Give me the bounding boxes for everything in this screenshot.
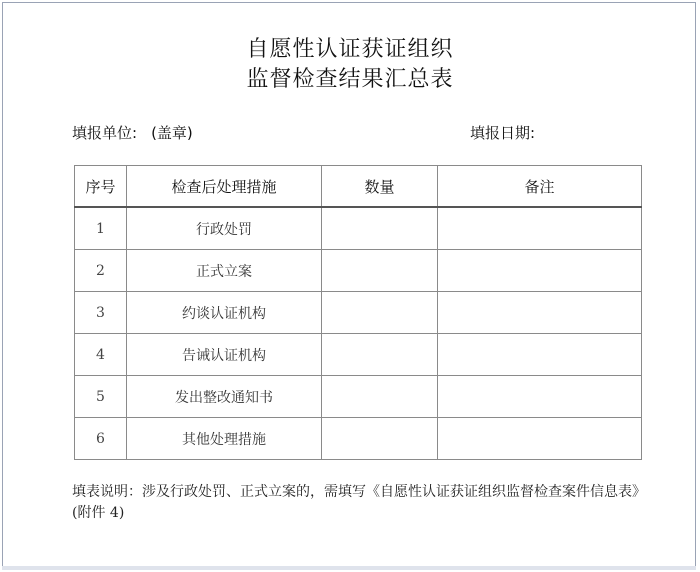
table-row — [75, 207, 642, 250]
table-row — [75, 334, 642, 376]
document-title-line1: 自愿性认证获证组织 — [246, 37, 454, 62]
row-remark-cell[interactable] — [438, 250, 642, 292]
row-remark-cell[interactable] — [438, 207, 642, 250]
row-serial-no: 5 — [75, 376, 127, 418]
header-count: 数量 — [322, 166, 438, 208]
filling-unit-label: 填报单位: — [72, 124, 138, 142]
row-count-cell[interactable] — [322, 334, 438, 376]
row-remark-cell[interactable] — [438, 418, 642, 460]
row-measure: 约谈认证机构 — [127, 292, 322, 334]
header-serial-no: 序号 — [75, 166, 127, 208]
filling-unit-row — [72, 122, 193, 143]
summary-table — [74, 165, 642, 460]
row-count-cell[interactable] — [322, 376, 438, 418]
row-count-cell[interactable] — [322, 250, 438, 292]
table-row — [75, 250, 642, 292]
row-remark-cell[interactable] — [438, 376, 642, 418]
row-measure: 行政处罚 — [127, 207, 322, 250]
row-remark-cell[interactable] — [438, 334, 642, 376]
row-serial-no: 2 — [75, 250, 127, 292]
table-row — [75, 376, 642, 418]
header-measure: 检查后处理措施 — [127, 166, 322, 208]
row-measure: 告诫认证机构 — [127, 334, 322, 376]
row-serial-no: 1 — [75, 207, 127, 250]
row-measure: 正式立案 — [127, 250, 322, 292]
table-row — [75, 292, 642, 334]
row-measure: 发出整改通知书 — [127, 376, 322, 418]
window-bottom-edge — [2, 566, 696, 570]
header-remark: 备注 — [438, 166, 642, 208]
seal-label: (盖章) — [151, 124, 193, 142]
row-serial-no: 4 — [75, 334, 127, 376]
filling-date-label: 填报日期: — [470, 124, 536, 142]
row-count-cell[interactable] — [322, 418, 438, 460]
row-measure: 其他处理措施 — [127, 418, 322, 460]
row-count-cell[interactable] — [322, 207, 438, 250]
row-count-cell[interactable] — [322, 292, 438, 334]
row-serial-no: 3 — [75, 292, 127, 334]
table-header-row — [75, 166, 642, 208]
row-remark-cell[interactable] — [438, 292, 642, 334]
row-serial-no: 6 — [75, 418, 127, 460]
document-title-line2: 监督检查结果汇总表 — [246, 67, 454, 92]
table-row — [75, 418, 642, 460]
filling-instructions: 填表说明：涉及行政处罚、正式立案的，需填写《自愿性认证获证组织监督检查案件信息表》(附件 4) — [72, 484, 646, 521]
